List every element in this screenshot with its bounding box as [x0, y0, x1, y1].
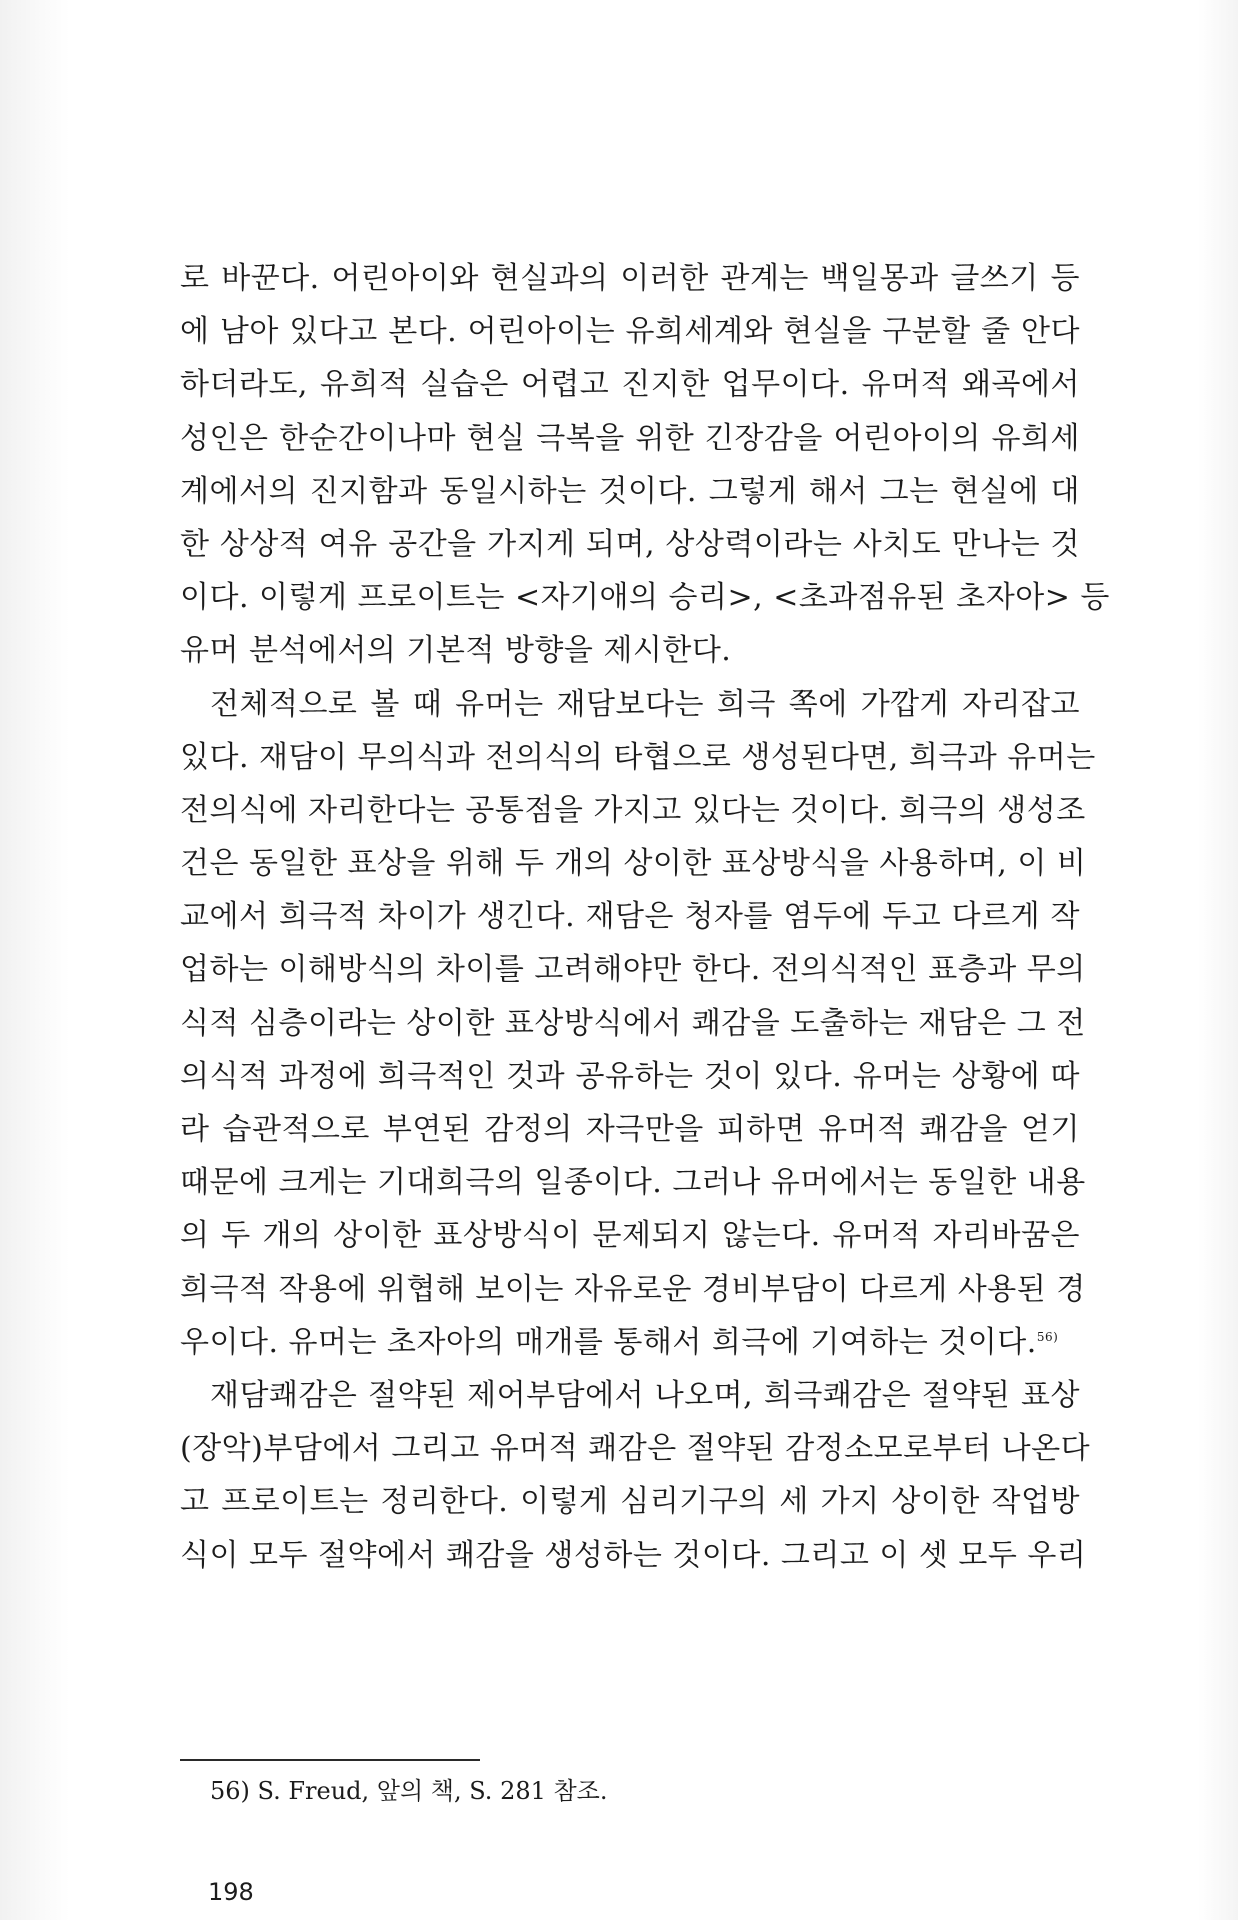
body-line-text: 라 습관적으로 부연된 감정의 자극만을 피하면 유머적 쾌감을 얻기: [180, 1112, 1080, 1147]
body-line: [180, 358, 1080, 411]
body-line-text: 희극적 작용에 위협해 보이는 자유로운 경비부담이 다르게 사용된 경: [180, 1271, 1086, 1307]
body-line-text: 있다. 재담이 무의식과 전의식의 타협으로 생성된다면, 희극과 유머는: [180, 739, 1096, 775]
body-line: [180, 1422, 1091, 1475]
body-line: [180, 1156, 1086, 1209]
body-line: [180, 252, 1080, 305]
body-line-text: 식적 심층이라는 상이한 표상방식에서 쾌감을 도출하는 재담은 그 전: [180, 1005, 1086, 1041]
body-line-text: 이다. 이렇게 프로이트는 <자기애의 승리>, <초과점유된 초자아> 등: [180, 580, 1110, 616]
page-number: 198: [208, 1878, 254, 1906]
body-line: [180, 1263, 1086, 1316]
footnote-divider: [180, 1759, 480, 1761]
body-line-text: (장악)부담에서 그리고 유머적 쾌감은 절약된 감정소모로부터 나온다: [180, 1431, 1091, 1467]
paragraph-end-line: [180, 1316, 1080, 1369]
body-line: [180, 518, 1080, 571]
body-line: [180, 571, 1110, 624]
body-line: [180, 1209, 1080, 1262]
body-line: [180, 890, 1080, 943]
body-line: [180, 997, 1086, 1050]
body-line: [180, 1529, 1087, 1582]
footnote-reference[interactable]: 56): [1036, 1329, 1059, 1344]
body-line: [180, 784, 1086, 837]
body-line-text: 에 남아 있다고 본다. 어린아이는 유희세계와 현실을 구분할 줄 안다: [180, 314, 1080, 350]
body-line-text: 성인은 한순간이나마 현실 극복을 위한 긴장감을 어린아이의 유희세: [180, 420, 1080, 456]
body-line-text: 한 상상적 여유 공간을 가지게 되며, 상상력이라는 사치도 만나는 것: [180, 526, 1080, 562]
body-line-text: 고 프로이트는 정리한다. 이렇게 심리기구의 세 가지 상이한 작업방: [180, 1484, 1080, 1520]
body-line: [180, 412, 1080, 465]
body-line-text: 교에서 희극적 차이가 생긴다. 재담은 청자를 염두에 두고 다르게 작: [180, 899, 1080, 935]
body-line-text: 전체적으로 볼 때 유머는 재담보다는 희극 쪽에 가깝게 자리잡고: [210, 686, 1080, 722]
body-line: [180, 305, 1080, 358]
body-line-text: 재담쾌감은 절약된 제어부담에서 나오며, 희극쾌감은 절약된 표상: [210, 1377, 1080, 1413]
body-text: [180, 252, 1110, 1582]
body-line-text: 의 두 개의 상이한 표상방식이 문제되지 않는다. 유머적 자리바꿈은: [180, 1218, 1080, 1254]
body-line-text: 의식적 과정에 희극적인 것과 공유하는 것이 있다. 유머는 상황에 따: [180, 1058, 1080, 1094]
footnote: 56) S. Freud, 앞의 책, S. 281 참조.: [210, 1777, 608, 1805]
body-line-text: 식이 모두 절약에서 쾌감을 생성하는 것이다. 그리고 이 셋 모두 우리: [180, 1537, 1087, 1573]
body-line-text: 하더라도, 유희적 실습은 어렵고 진지한 업무이다. 유머적 왜곡에서: [180, 367, 1080, 403]
body-line-text: 우이다. 유머는 초자아의 매개를 통해서 희극에 기여하는 것이다.: [180, 1324, 1037, 1360]
body-line: [180, 731, 1096, 784]
body-line: [180, 1103, 1080, 1156]
body-line: [180, 943, 1086, 996]
body-line: [180, 1475, 1080, 1528]
paragraph-start-line: [180, 678, 1080, 731]
body-line-text: 계에서의 진지함과 동일시하는 것이다. 그렇게 해서 그는 현실에 대: [180, 473, 1080, 509]
body-line-text: 때문에 크게는 기대희극의 일종이다. 그러나 유머에서는 동일한 내용: [180, 1165, 1086, 1201]
body-line-text: 전의식에 자리한다는 공통점을 가지고 있다는 것이다. 희극의 생성조: [180, 792, 1086, 828]
body-line-text: 업하는 이해방식의 차이를 고려해야만 한다. 전의식적인 표층과 무의: [180, 952, 1086, 988]
paragraph-end-line: [180, 624, 1080, 677]
paragraph-start-line: [180, 1369, 1080, 1422]
body-line: [180, 837, 1087, 890]
body-line-text: 건은 동일한 표상을 위해 두 개의 상이한 표상방식을 사용하며, 이 비: [180, 846, 1087, 882]
body-line-text: 유머 분석에서의 기본적 방향을 제시한다.: [180, 633, 732, 669]
body-line: [180, 465, 1080, 518]
body-line: [180, 1050, 1080, 1103]
body-line-text: 로 바꾼다. 어린아이와 현실과의 이러한 관계는 백일몽과 글쓰기 등: [180, 261, 1080, 296]
